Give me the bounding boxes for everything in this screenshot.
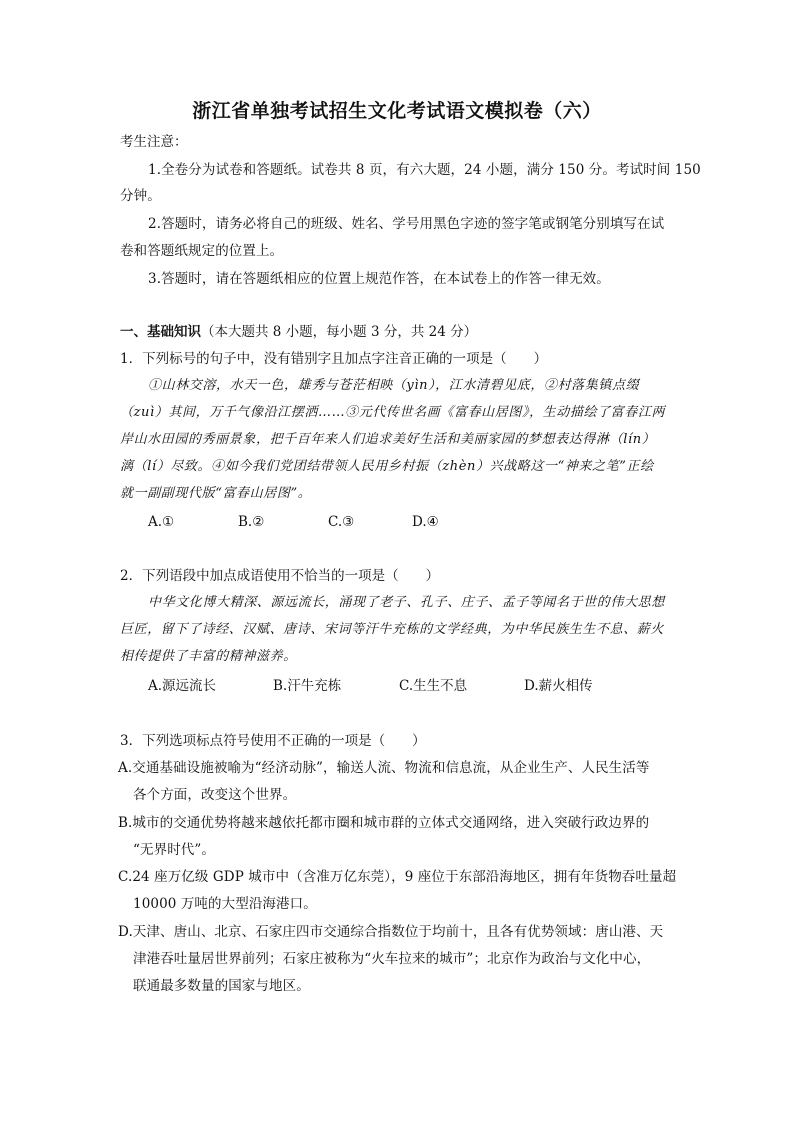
section-note: （本大题共 8 小题，每小题 3 分，共 24 分）: [201, 324, 478, 340]
option-a[interactable]: A.源远流长: [148, 678, 217, 694]
option-b-line[interactable]: B.城市的交通优势将越来越依托都市圈和城市群的立体式交通网络，进入突破行政边界的: [118, 815, 650, 831]
option-b[interactable]: B.汗牛充栋: [273, 678, 342, 694]
option-d-line[interactable]: D.天津、唐山、北京、石家庄四市交通综合指数位于均前十，且各有优势领域：唐山港、天: [118, 924, 664, 940]
notice-item: 2.答题时，请务必将自己的班级、姓名、学号用黑色字迹的签字笔或钢笔分别填写在试: [148, 216, 665, 232]
passage-line: 相传提供了丰富的精神滋养。: [120, 649, 297, 664]
passage-line: 岸山水田园的秀丽景象，把千百年来人们追求美好生活和美丽家园的梦想表达得淋（lín）: [120, 432, 656, 447]
option-d-line: 津港吞吐量居世界前列；石家庄被称为“火车拉来的城市”；北京作为政治与文化中心，: [133, 951, 651, 967]
passage-line: （zuì）其间，万千气像沿江摆洒……③元代传世名画《富春山居图》，生动描绘了富春江两: [120, 405, 666, 420]
passage-line: ①山林交溶，水天一色，雄秀与苍茫相映（yìn），江水清碧见底，②村落集镇点缀: [148, 378, 640, 393]
passage-line: 漓（lí）尽致。④如今我们党团结带领人民用乡村振（zhèn）兴战略这一“神来之笔”正绘: [120, 459, 654, 474]
question-stem: 2．下列语段中加点成语使用不恰当的一项是（ ）: [120, 568, 440, 584]
option-b[interactable]: B.②: [238, 514, 265, 530]
option-c[interactable]: C.生生不息: [399, 678, 468, 694]
option-c-line[interactable]: C.24 座万亿级 GDP 城市中（含准万亿东莞），9 座位于东部沿海地区，拥有年货物吞吐量超: [118, 869, 677, 885]
notice-heading: 考生注意：: [120, 134, 188, 150]
option-a-line: 各个方面，改变这个世界。: [133, 787, 297, 803]
passage-line: 巨匠，留下了诗经、汉赋、唐诗、宋词等汗牛充栋的文学经典，为中华民族生生不息、薪火: [120, 622, 665, 637]
option-c[interactable]: C.③: [328, 514, 355, 530]
option-a[interactable]: A.①: [148, 514, 175, 530]
option-d-line: 联通最多数量的国家与地区。: [133, 978, 310, 994]
notice-item: 3.答题时，请在答题纸相应的位置上规范作答，在本试卷上的作答一律无效。: [148, 271, 610, 287]
notice-item: 分钟。: [120, 188, 161, 204]
option-a-line[interactable]: A.交通基础设施被喻为“经济动脉”，输送人流、物流和信息流，从企业生产、人民生活等: [118, 760, 650, 776]
option-d[interactable]: D.④: [412, 514, 439, 530]
question-stem: 3．下列选项标点符号使用不正确的一项是（ ）: [120, 733, 426, 749]
question-stem: 1．下列标号的句子中，没有错别字且加点字注音正确的一项是（ ）: [120, 351, 548, 367]
option-c-line: 10000 万吨的大型沿海港口。: [133, 896, 317, 912]
section-label: 一、基础知识: [120, 324, 201, 340]
notice-item: 卷和答题纸规定的位置上。: [120, 243, 284, 259]
page-title: 浙江省单独考试招生文化考试语文模拟卷（六）: [192, 100, 602, 122]
notice-item: 1.全卷分为试卷和答题纸。试卷共 8 页，有六大题，24 小题，满分 150 分。考试时间 150: [148, 162, 701, 178]
section-heading: [120, 322, 477, 342]
option-d[interactable]: D.薪火相传: [524, 678, 593, 694]
passage-line: 中华文化博大精深、源远流长，涌现了老子、孔子、庄子、孟子等闻名于世的伟大思想: [148, 595, 665, 610]
option-b-line: “无界时代”。: [133, 842, 216, 858]
passage-line: 就一副副现代版“富春山居图”。: [120, 486, 312, 501]
